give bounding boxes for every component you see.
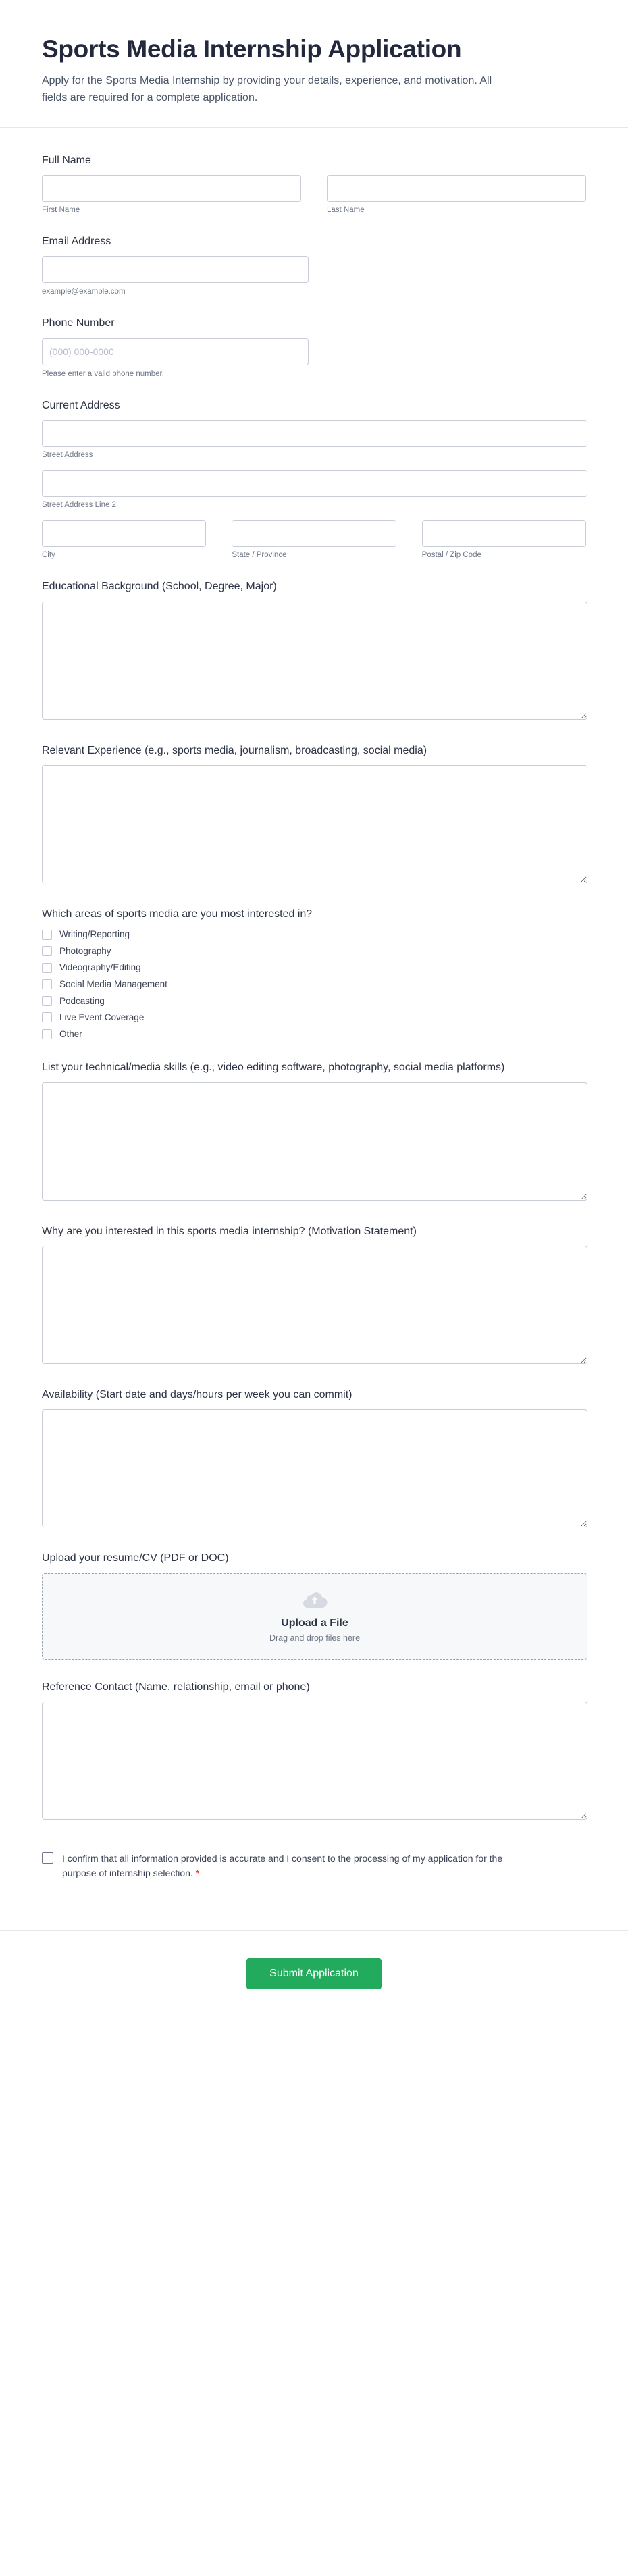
street-address-input[interactable] [42,420,587,447]
motivation-textarea[interactable] [42,1246,587,1364]
form-footer [0,1930,628,2022]
file-dropzone[interactable] [42,1573,587,1660]
street-address-2-sublabel: Street Address Line 2 [42,501,116,510]
city-group [42,520,206,559]
required-marker: * [195,1867,200,1878]
field-education [42,579,586,722]
postal-code-input[interactable] [422,520,586,547]
upload-a-file-button[interactable]: Upload a File [281,1617,348,1629]
page-title: Sports Media Internship Application [42,35,462,63]
checkbox-label: Writing/Reporting [59,929,130,940]
field-address [42,398,586,559]
checkbox-row-photography[interactable] [42,945,586,957]
checkbox-row-social-media-management[interactable] [42,978,586,991]
email-group [42,256,309,283]
resume-upload-label: Upload your resume/CV (PDF or DOC) [42,1552,229,1565]
field-resume-upload [42,1551,586,1659]
checkbox-label: Photography [59,945,111,956]
city-sublabel: City [42,551,55,560]
interest-areas-group [42,928,586,1040]
submit-application-button[interactable]: Submit Application [246,1958,382,1989]
email-input[interactable] [42,256,309,283]
experience-label: Relevant Experience (e.g., sports media, journalism, broadcasting, social media) [42,744,427,756]
checkbox-label: Social Media Management [59,978,167,989]
last-name-sublabel: Last Name [327,205,365,214]
consent-row[interactable] [42,1851,586,1881]
availability-textarea[interactable] [42,1409,587,1527]
phone-hint: Please enter a valid phone number. [42,369,164,378]
form-body [0,128,628,1908]
phone-label: Phone Number [42,317,115,330]
form-header [0,0,628,128]
postal-code-sublabel: Postal / Zip Code [421,551,481,560]
cloud-upload-icon [301,1589,328,1612]
consent-checkbox-icon[interactable] [42,1852,53,1864]
checkbox-icon[interactable] [42,1029,52,1039]
checkbox-icon[interactable] [42,963,52,973]
last-name-group [327,175,586,214]
reference-contact-label: Reference Contact (Name, relationship, email or phone) [42,1681,310,1693]
checkbox-icon[interactable] [42,979,52,989]
full-name-row [42,175,586,214]
field-full-name [42,153,586,214]
first-name-group [42,175,301,214]
skills-label: List your technical/media skills (e.g., video editing software, photography, social media platforms) [42,1061,505,1074]
phone-group [42,338,309,365]
phone-input[interactable] [42,338,309,365]
address-label: Current Address [42,399,120,411]
address-city-row [42,520,586,559]
last-name-input[interactable] [327,175,586,202]
field-reference-contact [42,1680,586,1823]
checkbox-row-videography-editing[interactable] [42,962,586,974]
experience-textarea[interactable] [42,765,587,883]
state-group [232,520,396,559]
field-motivation [42,1224,586,1367]
checkbox-label: Other [59,1028,82,1039]
street-address-sublabel: Street Address [42,451,93,460]
checkbox-row-live-event-coverage[interactable] [42,1011,586,1024]
street-group [42,420,587,459]
postal-group [422,520,586,559]
checkbox-label: Podcasting [59,995,105,1006]
checkbox-icon[interactable] [42,996,52,1006]
checkbox-label: Videography/Editing [59,962,141,973]
education-textarea[interactable] [42,602,587,720]
interest-areas-label: Which areas of sports media are you most interested in? [42,908,313,920]
checkbox-label: Live Event Coverage [59,1012,145,1023]
skills-textarea[interactable] [42,1082,587,1201]
reference-contact-textarea[interactable] [42,1702,587,1820]
checkbox-row-other[interactable] [42,1028,586,1041]
first-name-sublabel: First Name [42,205,80,214]
field-experience [42,743,586,887]
field-availability [42,1388,586,1531]
checkbox-row-writing-reporting[interactable] [42,928,586,941]
city-input[interactable] [42,520,206,547]
consent-label: I confirm that all information provided is accurate and I consent to the processing of my application for the purpose of internship selection. [62,1853,503,1878]
street2-group [42,470,587,509]
education-label: Educational Background (School, Degree, Major) [42,581,277,593]
full-name-label: Full Name [42,154,91,166]
checkbox-row-podcasting[interactable] [42,995,586,1007]
checkbox-icon[interactable] [42,930,52,940]
field-interest-areas [42,907,586,1040]
availability-label: Availability (Start date and days/hours per week you can commit) [42,1388,352,1400]
state-sublabel: State / Province [232,551,287,560]
email-hint: example@example.com [42,288,126,296]
page-subtitle: Apply for the Sports Media Internship by providing your details, experience, and motivation. All fields are required for a complete application. [42,75,492,103]
street-address-2-input[interactable] [42,470,587,497]
first-name-input[interactable] [42,175,301,202]
drag-drop-hint: Drag and drop files here [269,1633,361,1644]
state-input[interactable] [232,520,396,547]
field-skills [42,1060,586,1203]
email-label: Email Address [42,235,111,247]
field-phone [42,316,586,377]
checkbox-icon[interactable] [42,1012,52,1022]
checkbox-icon[interactable] [42,946,52,956]
motivation-label: Why are you interested in this sports media internship? (Motivation Statement) [42,1225,417,1237]
field-email [42,234,586,296]
